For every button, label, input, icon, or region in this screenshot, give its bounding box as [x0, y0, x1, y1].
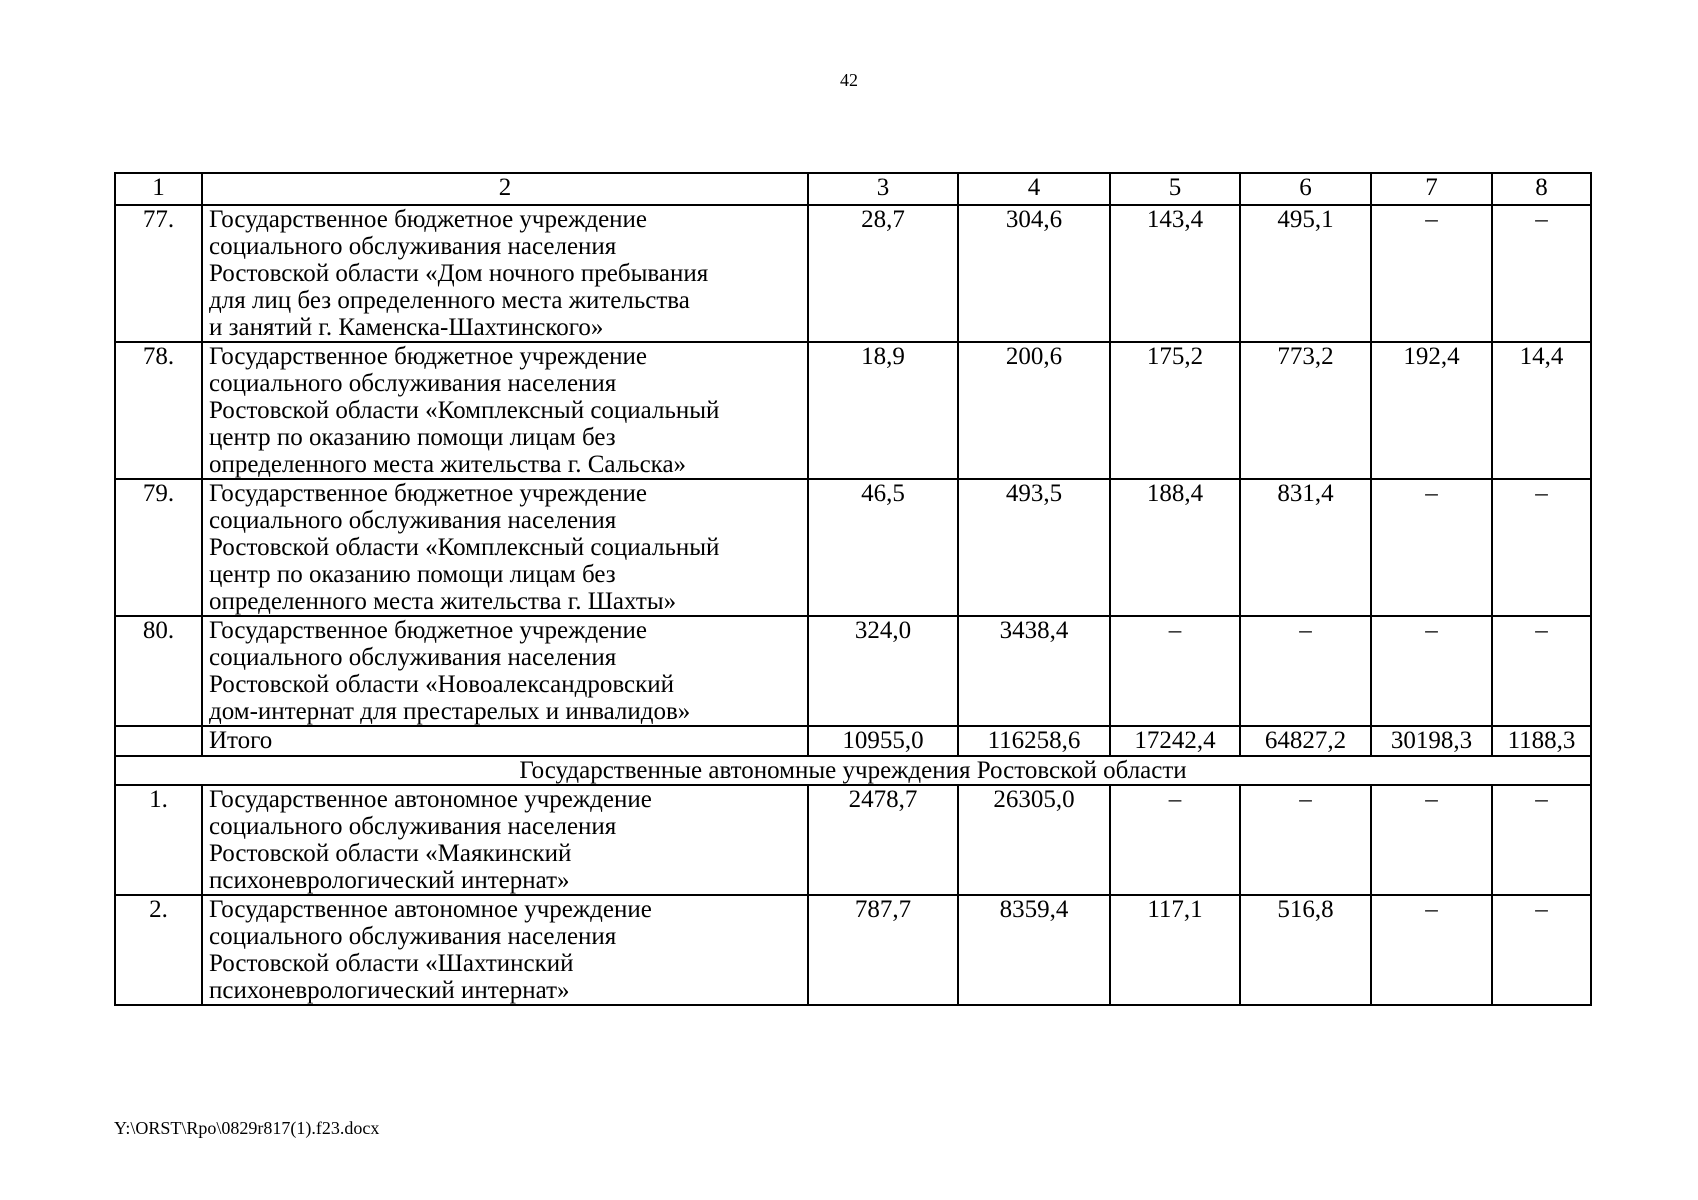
- row-number: 80.: [115, 616, 202, 726]
- value-cell: –: [1110, 785, 1240, 895]
- total-row: [115, 726, 1591, 756]
- total-number-cell: [115, 726, 202, 756]
- column-header: 2: [202, 173, 808, 205]
- value-cell: –: [1240, 616, 1371, 726]
- budget-table: [114, 172, 1592, 1006]
- institution-name: [202, 785, 808, 895]
- value-cell: 493,5: [958, 479, 1110, 616]
- column-header: 3: [808, 173, 958, 205]
- institution-name-line: Ростовской области «Комплексный социальный: [209, 397, 720, 424]
- value-cell: 304,6: [958, 205, 1110, 342]
- value-cell: 787,7: [808, 895, 958, 1005]
- table-row: [115, 785, 1591, 895]
- value-cell: –: [1110, 616, 1240, 726]
- column-header: 5: [1110, 173, 1240, 205]
- value-cell: 3438,4: [958, 616, 1110, 726]
- file-path-footer: Y:\ORST\Rpo\0829r817(1).f23.docx: [114, 1118, 380, 1138]
- value-cell: 117,1: [1110, 895, 1240, 1005]
- institution-name-line: и занятий г. Каменска-Шахтинского»: [209, 314, 604, 341]
- value-cell: –: [1492, 785, 1591, 895]
- total-value: 17242,4: [1110, 726, 1240, 756]
- value-cell: 495,1: [1240, 205, 1371, 342]
- institution-name-line: Государственное бюджетное учреждение: [209, 617, 648, 644]
- column-header: 1: [115, 173, 202, 205]
- table-row: [115, 342, 1591, 479]
- value-cell: 200,6: [958, 342, 1110, 479]
- row-number: 78.: [115, 342, 202, 479]
- total-value: 1188,3: [1492, 726, 1591, 756]
- row-number: 2.: [115, 895, 202, 1005]
- value-cell: –: [1492, 205, 1591, 342]
- institution-name: [202, 342, 808, 479]
- institution-name: [202, 895, 808, 1005]
- institution-name-line: Государственное автономное учреждение: [209, 786, 652, 813]
- table-row: [115, 616, 1591, 726]
- institution-name-line: социального обслуживания населения: [209, 233, 617, 260]
- institution-name-line: социального обслуживания населения: [209, 923, 617, 950]
- value-cell: –: [1492, 616, 1591, 726]
- value-cell: 831,4: [1240, 479, 1371, 616]
- value-cell: –: [1371, 205, 1492, 342]
- section-title: Государственные автономные учреждения Ростовской области: [115, 756, 1591, 785]
- institution-name: [202, 479, 808, 616]
- total-label: Итого: [202, 726, 808, 756]
- value-cell: 773,2: [1240, 342, 1371, 479]
- table-row: [115, 895, 1591, 1005]
- institution-name: [202, 616, 808, 726]
- value-cell: –: [1371, 785, 1492, 895]
- value-cell: 175,2: [1110, 342, 1240, 479]
- value-cell: –: [1371, 616, 1492, 726]
- value-cell: 18,9: [808, 342, 958, 479]
- value-cell: 516,8: [1240, 895, 1371, 1005]
- institution-name-line: Ростовской области «Маякинский: [209, 840, 572, 867]
- value-cell: –: [1371, 479, 1492, 616]
- value-cell: 188,4: [1110, 479, 1240, 616]
- column-header: 4: [958, 173, 1110, 205]
- institution-name-line: социального обслуживания населения: [209, 813, 617, 840]
- institution-name-line: определенного места жительства г. Шахты»: [209, 588, 677, 615]
- value-cell: 143,4: [1110, 205, 1240, 342]
- table-header-row: [115, 173, 1591, 205]
- value-cell: 8359,4: [958, 895, 1110, 1005]
- value-cell: –: [1371, 895, 1492, 1005]
- institution-name-line: социального обслуживания населения: [209, 370, 617, 397]
- institution-name-line: социального обслуживания населения: [209, 644, 617, 671]
- table-row: [115, 205, 1591, 342]
- value-cell: 46,5: [808, 479, 958, 616]
- total-value: 64827,2: [1240, 726, 1371, 756]
- institution-name-line: социального обслуживания населения: [209, 507, 617, 534]
- institution-name: [202, 205, 808, 342]
- column-header: 8: [1492, 173, 1591, 205]
- institution-name-line: для лиц без определенного места жительства: [209, 287, 690, 314]
- institution-name-line: центр по оказанию помощи лицам без: [209, 424, 616, 451]
- total-value: 116258,6: [958, 726, 1110, 756]
- total-value: 30198,3: [1371, 726, 1492, 756]
- value-cell: –: [1492, 479, 1591, 616]
- institution-name-line: Ростовской области «Комплексный социальный: [209, 534, 720, 561]
- value-cell: –: [1240, 785, 1371, 895]
- total-value: 10955,0: [808, 726, 958, 756]
- institution-name-line: Ростовской области «Шахтинский: [209, 950, 574, 977]
- column-header: 6: [1240, 173, 1371, 205]
- institution-name-line: Государственное бюджетное учреждение: [209, 343, 648, 370]
- page-number: 42: [840, 70, 858, 90]
- column-header: 7: [1371, 173, 1492, 205]
- institution-name-line: Государственное бюджетное учреждение: [209, 206, 648, 233]
- row-number: 1.: [115, 785, 202, 895]
- institution-name-line: Ростовской области «Новоалександровский: [209, 671, 675, 698]
- institution-name-line: дом-интернат для престарелых и инвалидов»: [209, 698, 691, 725]
- institution-name-line: Ростовской области «Дом ночного пребывания: [209, 260, 709, 287]
- value-cell: 2478,7: [808, 785, 958, 895]
- institution-name-line: определенного места жительства г. Сальска»: [209, 451, 687, 478]
- value-cell: 26305,0: [958, 785, 1110, 895]
- institution-name-line: центр по оказанию помощи лицам без: [209, 561, 616, 588]
- institution-name-line: Государственное автономное учреждение: [209, 896, 652, 923]
- table-row: [115, 479, 1591, 616]
- section-header-row: [115, 756, 1591, 785]
- row-number: 79.: [115, 479, 202, 616]
- value-cell: 28,7: [808, 205, 958, 342]
- institution-name-line: психоневрологический интернат»: [209, 867, 570, 894]
- row-number: 77.: [115, 205, 202, 342]
- value-cell: –: [1492, 895, 1591, 1005]
- value-cell: 324,0: [808, 616, 958, 726]
- institution-name-line: Государственное бюджетное учреждение: [209, 480, 648, 507]
- value-cell: 192,4: [1371, 342, 1492, 479]
- value-cell: 14,4: [1492, 342, 1591, 479]
- institution-name-line: психоневрологический интернат»: [209, 977, 570, 1004]
